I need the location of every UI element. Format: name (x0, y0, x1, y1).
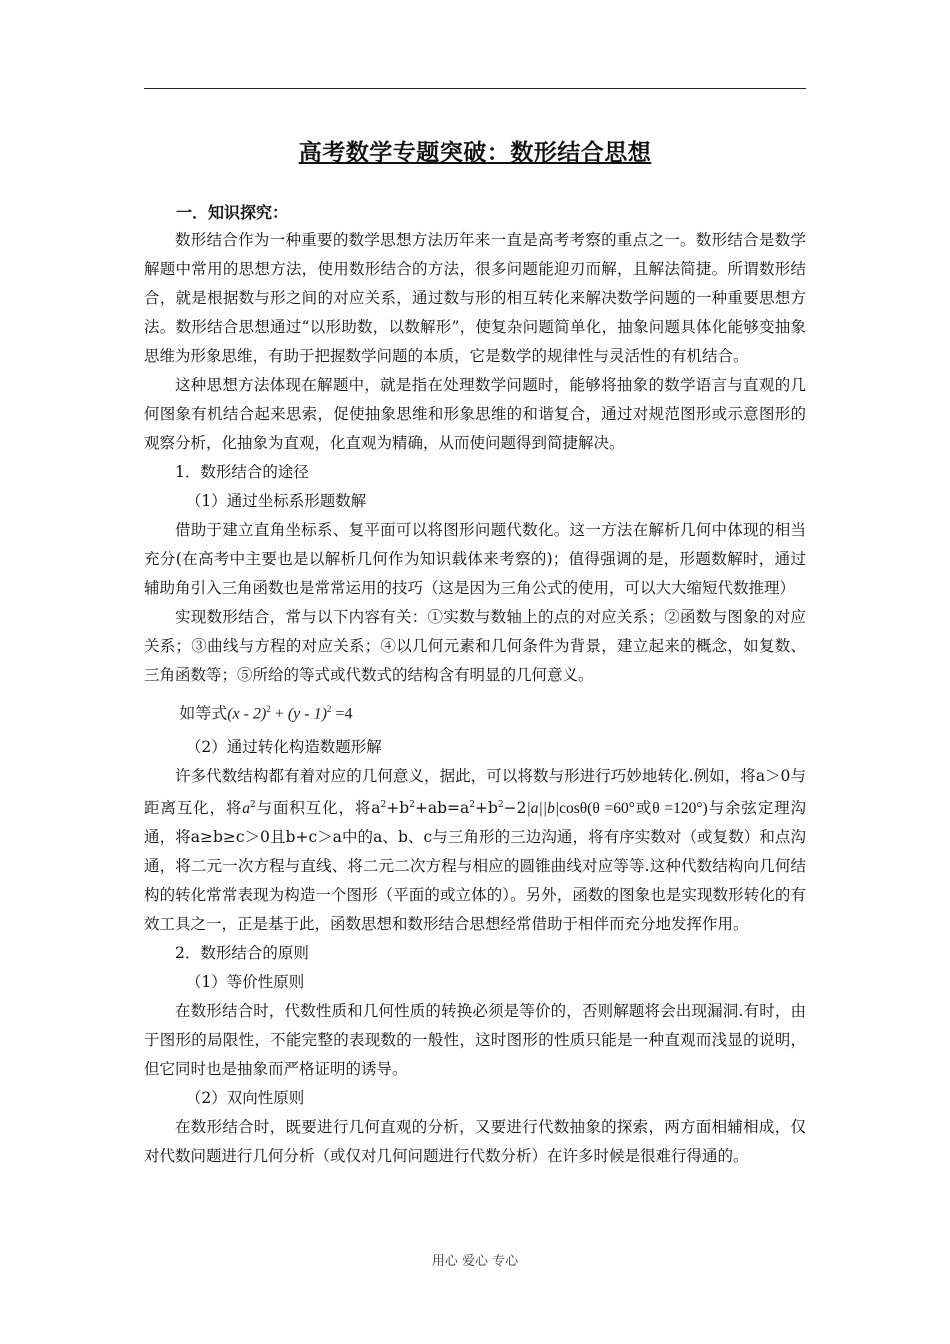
text-segment: 与余弦定理沟通，将a≥b≥c＞0且b+c＞a中的a、b、c与三角形的三边沟通，将有序实数对（或复数）和点沟通，将二元一次方程与直线、将二元二次方程与相应的圆锥曲线对应等等.这种代数结构向几何结构的转化常常表现为构造一个图形（平面的或立体的）。另外，函数的图象也是实现数形转化的有效工具之一，正是基于此，函数思想和数形结合思想经常借助于相伴而充分地发挥作用。 (144, 799, 806, 934)
text-segment: +b (475, 799, 498, 818)
formula-term-b: (y - 1) (287, 705, 327, 723)
formula-example (179, 694, 806, 729)
section-heading: 一．知识探究： (176, 203, 289, 222)
formula-prefix: 如等式 (179, 703, 228, 723)
formula-exp-2: 2 (326, 704, 332, 714)
header-rule (144, 88, 806, 89)
text-segment: −2 (503, 799, 527, 818)
text-segment: +ab=a (414, 799, 470, 818)
paragraph-equivalence: 在数形结合时，代数性质和几何性质的转换必须是等价的，否则解题将会出现漏洞.有时，由于图形的局限性，不能完整的表现数的一般性，这时图形的性质只能是一种直观而浅显的说明，但它同时也是抽象而严格证明的诱导。 (144, 1002, 806, 1079)
superscript: 2 (380, 800, 387, 811)
superscript: 2 (497, 800, 504, 811)
subheading-principles: 2．数形结合的原则 (175, 944, 309, 963)
text-segment: 与面积互化，将a (255, 799, 381, 818)
formula-plus: + (270, 705, 288, 723)
page-title: 高考数学专题突破：数形结合思想 (298, 139, 652, 166)
paragraph-bidirectional: 在数形结合时，既要进行几何直观的分析，又要进行代数抽象的探索，两方面相辅相成，仅对代数问题进行几何分析（或仅对几何问题进行代数分析）在许多时候是很难行得通的。 (144, 1118, 806, 1166)
paragraph-related-content: 实现数形结合，常与以下内容有关：①实数与数轴上的点的对应关系；②函数与图象的对应关系；③曲线与方程的对应关系；④以几何元素和几何条件为背景，建立起来的概念，如复数、三角函数等；⑤所给的等式或代数式的结构含有明显的几何意义。 (144, 608, 806, 684)
superscript: 2 (469, 800, 476, 811)
superscript: 2 (250, 800, 256, 811)
subheading-equivalence: （1）等价性原则 (185, 973, 305, 992)
math-cos-expression: cosθ(θ =60°或θ =120°) (559, 800, 708, 818)
paragraph-intro: 数形结合作为一种重要的数学思想方法历年来一直是高考考察的重点之一。数形结合是数学解题中常用的思想方法，使用数形结合的方法，很多问题能迎刃而解，且解法简捷。所谓数形结合，就是根据数与形之间的对应关系，通过数与形的相互转化来解决数学问题的一种重要思想方法。数形结合思想通过“以形助数，以数解形”，使复杂问题简单化，抽象问题具体化能够变抽象思维为形象思维，有助于把握数学问题的本质，它是数学的规律性与灵活性的有机结合。 (144, 231, 806, 365)
paragraph-method: 这种思想方法体现在解题中，就是指在处理数学问题时，能够将抽象的数学语言与直观的几何图象有机结合起来思索，促使抽象思维和形象思维的和谐复合，通过对规范图形或示意图形的观察分析，化抽象为直观，化直观为精确，从而使问题得到简捷解决。 (144, 376, 806, 452)
subheading-bidirectional: （2）双向性原则 (185, 1089, 305, 1108)
subheading-construction: （2）通过转化构造数题形解 (185, 738, 382, 757)
subheading-approaches: 1．数形结合的途径 (175, 463, 309, 481)
math-var-a: a (242, 800, 251, 818)
paragraph-coordinate: 借助于建立直角坐标系、复平面可以将图形问题代数化。这一方法在解析几何中体现的相当充分(在高考中主要也是以解析几何作为知识载体来考察的)；值得强调的是，形题数解时，通过辅助角引入三角函数也是常常运用的技巧（这是因为三角公式的使用，可以大大缩短代数推理） (144, 521, 806, 597)
text-segment: +b (386, 799, 410, 818)
formula-rhs: =4 (331, 705, 353, 723)
formula-exp-1: 2 (266, 704, 271, 714)
formula-term-a: (x - 2) (227, 705, 267, 723)
subheading-coordinate: （1）通过坐标系形题数解 (185, 492, 367, 510)
text-segment: 许多代数结构都有着对应的几何意义，据此，可以将数与形进行巧妙地转化.例如，将a＞0与距离互化，将 (144, 767, 806, 818)
document-body (144, 226, 806, 1171)
math-abs-product: |a||b| (526, 800, 560, 818)
paragraph-construction (144, 762, 806, 939)
page-footer: 用心 爱心 专心 (431, 1254, 519, 1269)
superscript: 2 (409, 800, 415, 811)
